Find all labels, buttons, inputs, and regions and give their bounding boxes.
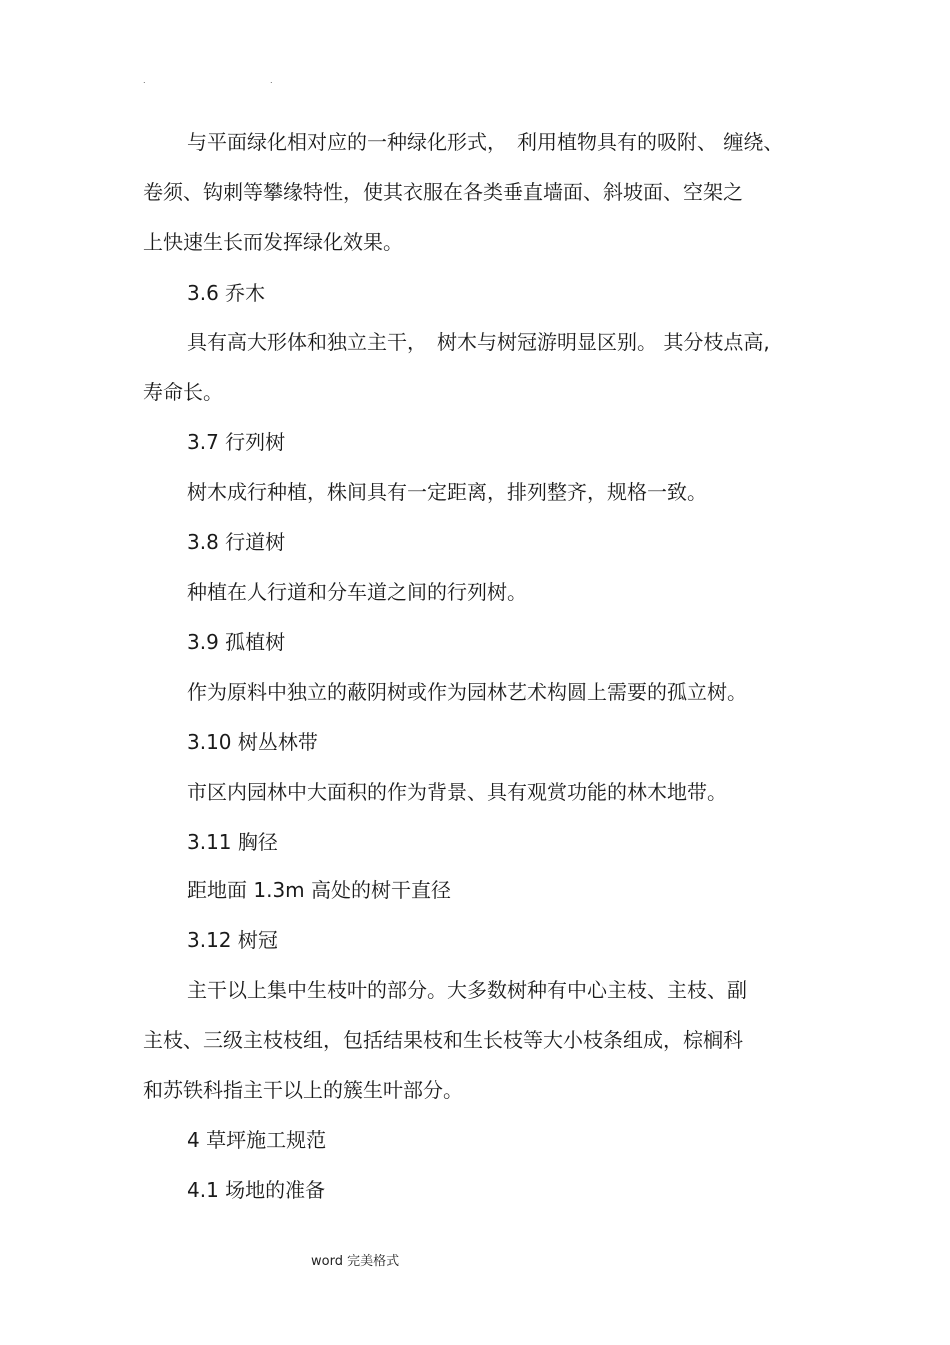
section-heading: 3.9 孤植树: [187, 630, 286, 654]
paragraph-line: 树木成行种植，株间具有一定距离，排列整齐，规格一致。: [187, 480, 707, 504]
section-heading: 3.10 树丛林带: [187, 730, 318, 754]
section-heading: 3.12 树冠: [187, 928, 278, 952]
paragraph-line: 和苏铁科指主干以上的簇生叶部分。: [143, 1078, 463, 1102]
section-heading: 3.7 行列树: [187, 430, 286, 454]
paragraph-line: 与平面绿化相对应的一种绿化形式， 利用植物具有的吸附、 缠绕、: [187, 130, 784, 154]
section-heading: 3.6 乔木: [187, 281, 266, 305]
paragraph-line: 主枝、三级主枝枝组，包括结果枝和生长枝等大小枝条组成，棕榈科: [143, 1028, 743, 1052]
page-footer: word 完美格式: [311, 1254, 400, 1269]
paragraph-line: 作为原料中独立的蔽阴树或作为园林艺术构圆上需要的孤立树。: [187, 680, 747, 704]
paragraph-line: 主干以上集中生枝叶的部分。大多数树种有中心主枝、主枝、副: [187, 978, 747, 1002]
paragraph-line: 卷须、钩刺等攀缘特性，使其衣服在各类垂直墙面、斜坡面、空架之: [143, 180, 743, 204]
paragraph-line: 具有高大形体和独立主干， 树木与树冠游明显区别。 其分枝点高,: [187, 330, 770, 354]
section-heading: 4 草坪施工规范: [187, 1128, 327, 1152]
paragraph-line: 距地面 1.3m 高处的树干直径: [187, 878, 452, 902]
header-dot: .: [270, 76, 273, 85]
paragraph-line: 种植在人行道和分车道之间的行列树。: [187, 580, 527, 604]
section-heading: 3.8 行道树: [187, 530, 286, 554]
paragraph-line: 寿命长。: [143, 380, 223, 404]
section-heading: 3.11 胸径: [187, 830, 278, 854]
paragraph-line: 市区内园林中大面积的作为背景、具有观赏功能的林木地带。: [187, 780, 727, 804]
section-heading: 4.1 场地的准备: [187, 1178, 326, 1202]
paragraph-line: 上快速生长而发挥绿化效果。: [143, 230, 403, 254]
header-dot: .: [143, 76, 146, 85]
